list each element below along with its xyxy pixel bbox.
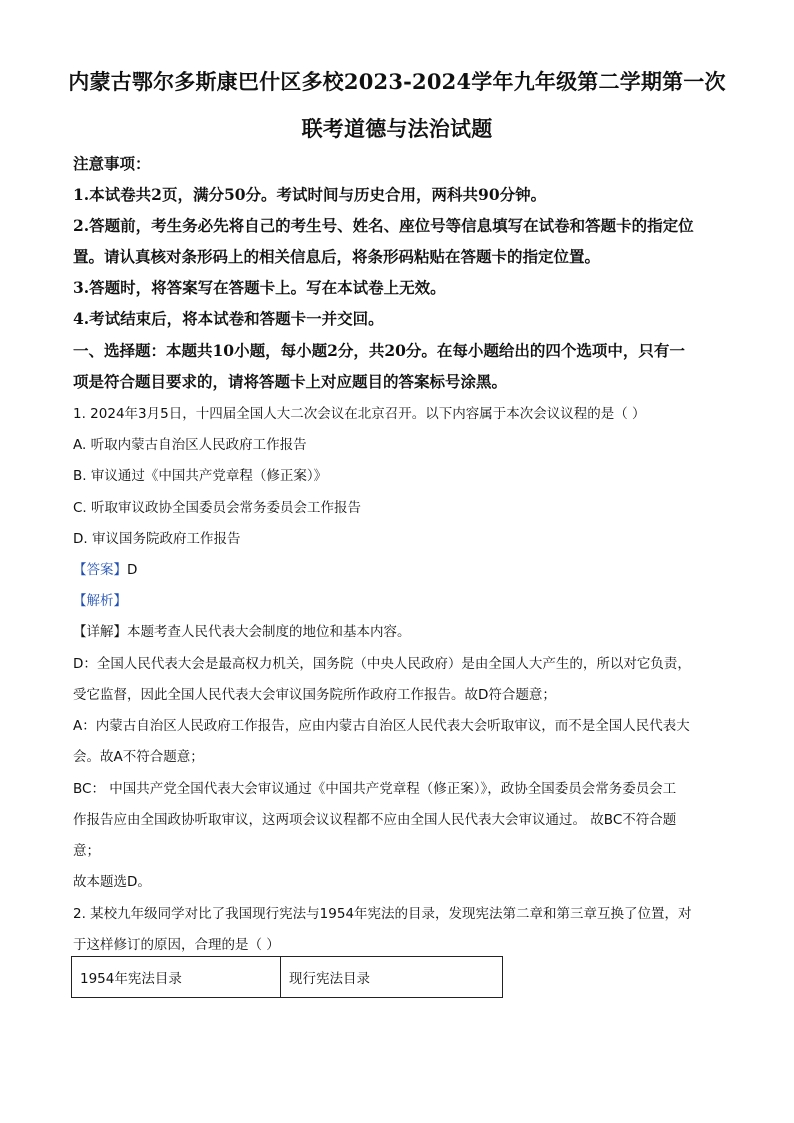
analysis-line-8: 故本题选D。 bbox=[73, 874, 151, 890]
table-row bbox=[72, 957, 503, 998]
analysis-line-7: 意； bbox=[73, 843, 100, 859]
answer-value: D bbox=[127, 562, 138, 578]
analysis-line-2: 受它监督，因此全国人民代表大会审议国务院所作政府工作报告。故D符合题意； bbox=[73, 687, 556, 703]
analysis-line-1: D：全国人民代表大会是最高权力机关，国务院（中央人民政府）是由全国人大产生的，所以对它负责， bbox=[73, 656, 691, 672]
notice-item-1: 1.本试卷共2页，满分50分。考试时间与历史合用，两科共90分钟。 bbox=[73, 185, 547, 204]
analysis-tag: 【解析】 bbox=[73, 593, 127, 609]
table-header-current: 现行宪法目录 bbox=[281, 957, 503, 998]
notice-item-2-cont: 置。请认真核对条形码上的相关信息后，将条形码粘贴在答题卡的指定位置。 bbox=[73, 247, 601, 266]
question-1-option-b: B. 审议通过《中国共产党章程（修正案）》 bbox=[73, 468, 328, 484]
analysis-line-5: BC： 中国共产党全国代表大会审议通过《中国共产党章程（修正案）》，政协全国委员会常务委员会工 bbox=[73, 781, 677, 797]
question-1-option-a: A. 听取内蒙古自治区人民政府工作报告 bbox=[73, 437, 307, 453]
analysis-line-3: A：内蒙古自治区人民政府工作报告，应由内蒙古自治区人民代表大会听取审议，而不是全国人民代表大 bbox=[73, 718, 690, 734]
notice-heading: 注意事项： bbox=[73, 154, 151, 173]
question-2-stem-line-1: 2. 某校九年级同学对比了我国现行宪法与1954年宪法的目录，发现宪法第二章和第三章互换了位置，对 bbox=[73, 906, 692, 922]
detail-tag: 【详解】 bbox=[73, 624, 127, 640]
question-1-option-d: D. 审议国务院政府工作报告 bbox=[73, 531, 241, 547]
notice-item-4: 4.考试结束后，将本试卷和答题卡一并交回。 bbox=[73, 309, 384, 328]
constitution-comparison-table bbox=[71, 956, 503, 998]
question-1-stem: 1. 2024年3月5日，十四届全国人大二次会议在北京召开。以下内容属于本次会议议程的是（ ） bbox=[73, 406, 646, 422]
table-header-1954: 1954年宪法目录 bbox=[72, 957, 281, 998]
notice-item-3: 3.答题时，将答案写在答题卡上。写在本试卷上无效。 bbox=[73, 278, 446, 297]
notice-item-2: 2.答题前，考生务必先将自己的考生号、姓名、座位号等信息填写在试卷和答题卡的指定位 bbox=[73, 216, 694, 235]
question-2-stem-line-2: 于这样修订的原因，合理的是（ ） bbox=[73, 937, 280, 953]
analysis-line-4: 会。故A不符合题意； bbox=[73, 749, 204, 765]
section-heading-line-2: 项是符合题目要求的，请将答题卡上对应题目的答案标号涂黑。 bbox=[73, 372, 508, 391]
section-heading-line-1: 一、选择题：本题共10小题，每小题2分，共20分。在每小题给出的四个选项中，只有一 bbox=[73, 341, 685, 360]
answer-tag: 【答案】 bbox=[73, 562, 127, 578]
page-title-line-2: 联考道德与法治试题 bbox=[301, 116, 493, 141]
question-1-option-c: C. 听取审议政协全国委员会常务委员会工作报告 bbox=[73, 500, 362, 516]
answer-line bbox=[73, 558, 137, 578]
page-title-line-1: 内蒙古鄂尔多斯康巴什区多校2023-2024学年九年级第二学期第一次 bbox=[68, 69, 726, 94]
detail-text: 本题考查人民代表大会制度的地位和基本内容。 bbox=[127, 624, 411, 640]
analysis-line-6: 作报告应由全国政协听取审议，这两项会议议程都不应由全国人民代表大会审议通过。 故BC不符合题 bbox=[73, 812, 677, 828]
detail-line bbox=[73, 620, 411, 640]
